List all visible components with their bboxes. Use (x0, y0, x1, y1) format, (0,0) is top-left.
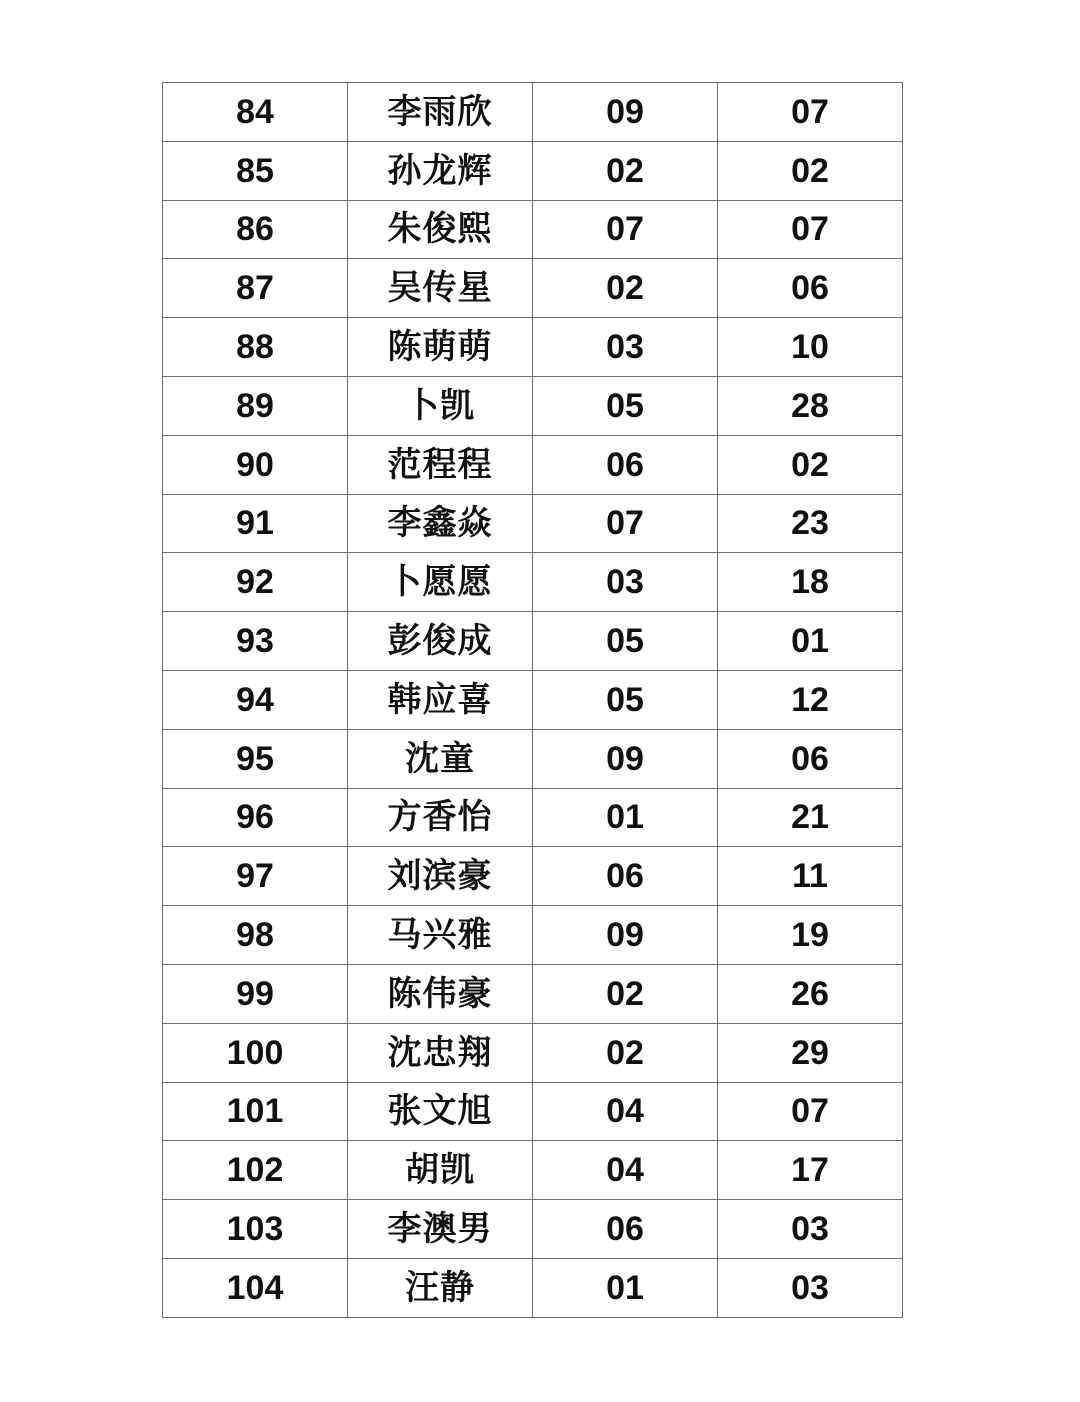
value-cell-col3: 06 (533, 847, 718, 906)
row-number-cell: 91 (163, 494, 348, 553)
row-number-cell: 103 (163, 1200, 348, 1259)
value-cell-col3: 06 (533, 435, 718, 494)
row-number-cell: 101 (163, 1082, 348, 1141)
row-number-cell: 90 (163, 435, 348, 494)
row-number-cell: 88 (163, 318, 348, 377)
value-cell-col3: 06 (533, 1200, 718, 1259)
roster-table-body (163, 83, 903, 1318)
value-cell-col4: 06 (718, 259, 903, 318)
row-number-cell: 93 (163, 612, 348, 671)
value-cell-col4: 23 (718, 494, 903, 553)
row-number-cell: 85 (163, 141, 348, 200)
row-number-cell: 98 (163, 906, 348, 965)
table-row (163, 612, 903, 671)
row-number-cell: 94 (163, 670, 348, 729)
value-cell-col3: 04 (533, 1141, 718, 1200)
value-cell-col3: 09 (533, 729, 718, 788)
roster-sheet (162, 82, 903, 1318)
value-cell-col4: 28 (718, 376, 903, 435)
table-row (163, 200, 903, 259)
name-cell: 沈忠翔 (348, 1023, 533, 1082)
name-cell: 范程程 (348, 435, 533, 494)
row-number-cell: 99 (163, 964, 348, 1023)
value-cell-col3: 05 (533, 376, 718, 435)
table-row (163, 83, 903, 142)
value-cell-col3: 02 (533, 141, 718, 200)
value-cell-col4: 07 (718, 1082, 903, 1141)
row-number-cell: 84 (163, 83, 348, 142)
table-row (163, 906, 903, 965)
table-row (163, 1200, 903, 1259)
table-row (163, 1141, 903, 1200)
value-cell-col3: 09 (533, 906, 718, 965)
value-cell-col3: 03 (533, 553, 718, 612)
row-number-cell: 100 (163, 1023, 348, 1082)
name-cell: 韩应喜 (348, 670, 533, 729)
name-cell: 刘滨豪 (348, 847, 533, 906)
value-cell-col3: 04 (533, 1082, 718, 1141)
value-cell-col4: 01 (718, 612, 903, 671)
value-cell-col3: 09 (533, 83, 718, 142)
value-cell-col4: 03 (718, 1258, 903, 1317)
name-cell: 陈伟豪 (348, 964, 533, 1023)
row-number-cell: 96 (163, 788, 348, 847)
name-cell: 卜凯 (348, 376, 533, 435)
name-cell: 朱俊熙 (348, 200, 533, 259)
name-cell: 方香怡 (348, 788, 533, 847)
table-row (163, 847, 903, 906)
value-cell-col4: 06 (718, 729, 903, 788)
row-number-cell: 102 (163, 1141, 348, 1200)
name-cell: 孙龙辉 (348, 141, 533, 200)
value-cell-col4: 29 (718, 1023, 903, 1082)
value-cell-col3: 01 (533, 1258, 718, 1317)
value-cell-col4: 19 (718, 906, 903, 965)
value-cell-col4: 21 (718, 788, 903, 847)
name-cell: 吴传星 (348, 259, 533, 318)
value-cell-col3: 02 (533, 259, 718, 318)
table-row (163, 729, 903, 788)
roster-table (162, 82, 903, 1318)
value-cell-col3: 03 (533, 318, 718, 377)
table-row (163, 1258, 903, 1317)
value-cell-col4: 03 (718, 1200, 903, 1259)
name-cell: 卜愿愿 (348, 553, 533, 612)
value-cell-col4: 18 (718, 553, 903, 612)
table-row (163, 670, 903, 729)
name-cell: 陈萌萌 (348, 318, 533, 377)
table-row (163, 318, 903, 377)
table-row (163, 435, 903, 494)
value-cell-col4: 12 (718, 670, 903, 729)
table-row (163, 1082, 903, 1141)
value-cell-col4: 02 (718, 141, 903, 200)
row-number-cell: 97 (163, 847, 348, 906)
value-cell-col4: 02 (718, 435, 903, 494)
row-number-cell: 104 (163, 1258, 348, 1317)
name-cell: 汪静 (348, 1258, 533, 1317)
value-cell-col3: 07 (533, 494, 718, 553)
value-cell-col3: 02 (533, 1023, 718, 1082)
table-row (163, 259, 903, 318)
name-cell: 胡凯 (348, 1141, 533, 1200)
value-cell-col3: 05 (533, 612, 718, 671)
name-cell: 李鑫焱 (348, 494, 533, 553)
name-cell: 马兴雅 (348, 906, 533, 965)
row-number-cell: 87 (163, 259, 348, 318)
row-number-cell: 86 (163, 200, 348, 259)
value-cell-col4: 11 (718, 847, 903, 906)
value-cell-col3: 05 (533, 670, 718, 729)
row-number-cell: 92 (163, 553, 348, 612)
table-row (163, 964, 903, 1023)
table-row (163, 1023, 903, 1082)
name-cell: 李雨欣 (348, 83, 533, 142)
name-cell: 彭俊成 (348, 612, 533, 671)
table-row (163, 141, 903, 200)
name-cell: 沈童 (348, 729, 533, 788)
name-cell: 张文旭 (348, 1082, 533, 1141)
table-row (163, 494, 903, 553)
value-cell-col3: 01 (533, 788, 718, 847)
table-row (163, 376, 903, 435)
row-number-cell: 95 (163, 729, 348, 788)
value-cell-col4: 07 (718, 200, 903, 259)
row-number-cell: 89 (163, 376, 348, 435)
table-row (163, 788, 903, 847)
name-cell: 李澳男 (348, 1200, 533, 1259)
value-cell-col3: 02 (533, 964, 718, 1023)
table-row (163, 553, 903, 612)
value-cell-col4: 10 (718, 318, 903, 377)
value-cell-col4: 26 (718, 964, 903, 1023)
value-cell-col4: 07 (718, 83, 903, 142)
value-cell-col3: 07 (533, 200, 718, 259)
value-cell-col4: 17 (718, 1141, 903, 1200)
